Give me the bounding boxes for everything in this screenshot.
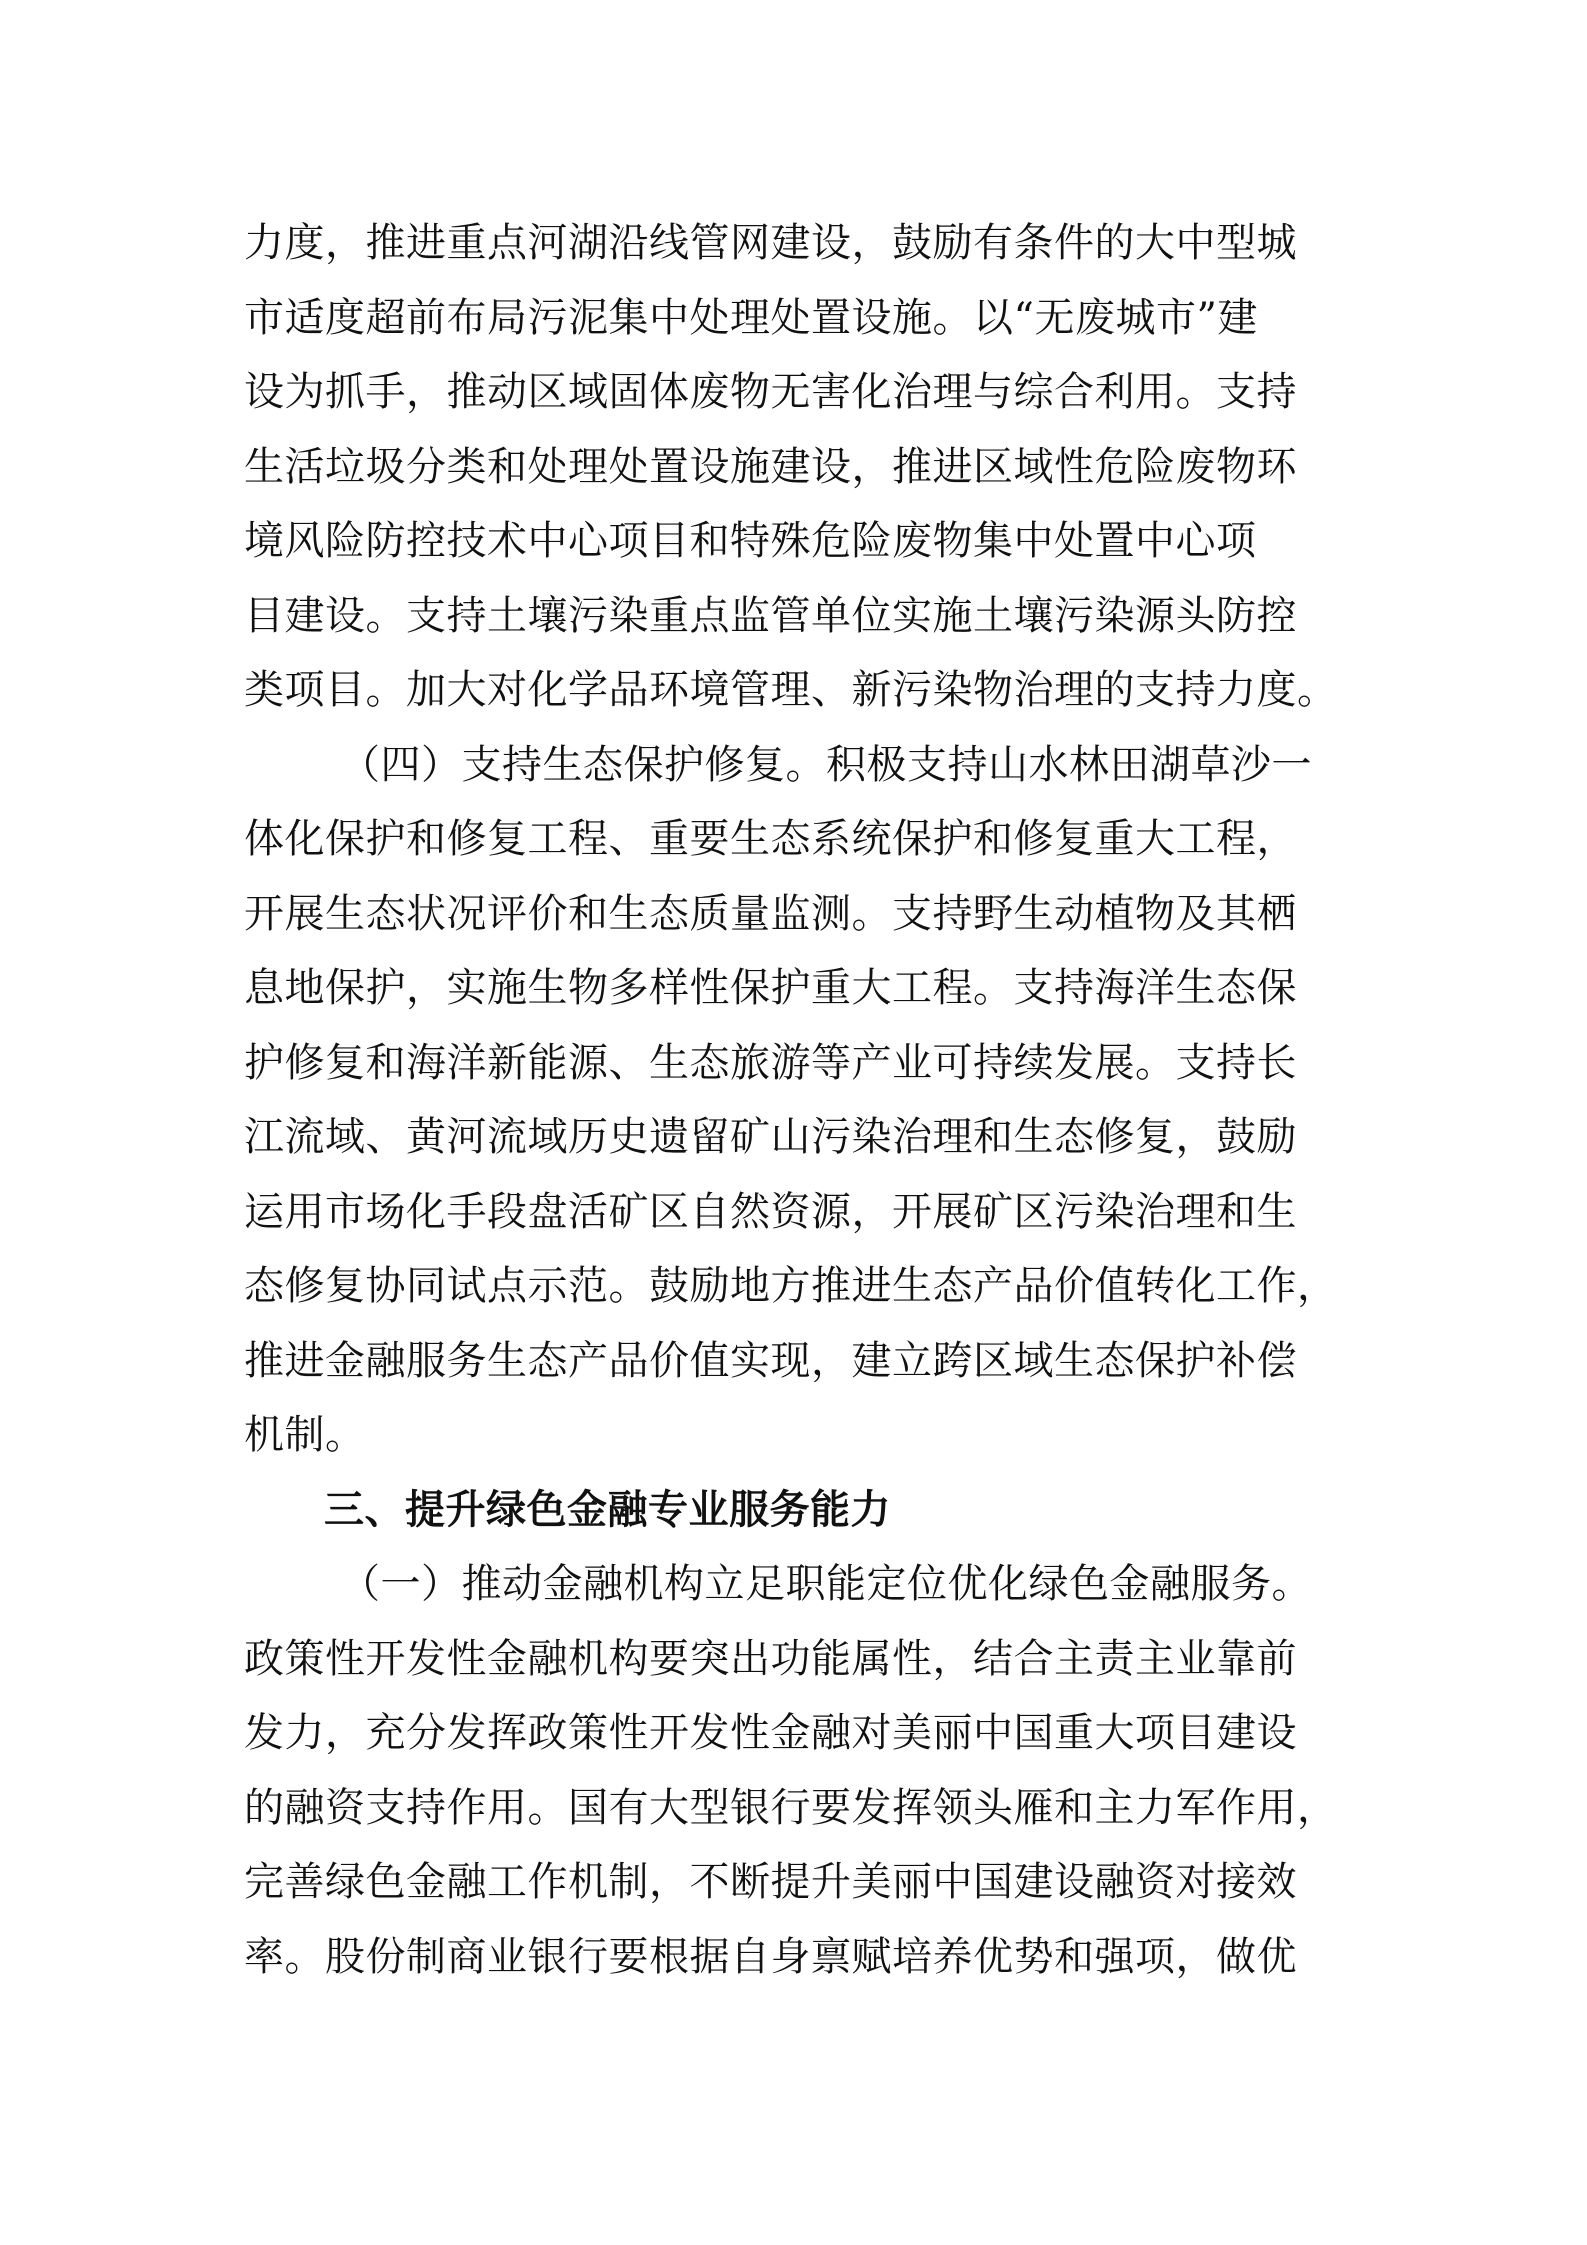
text-line: 类项目。加大对化学品环境管理、新污染物治理的支持力度。 xyxy=(244,667,1338,713)
text-line: 力度，推进重点河湖沿线管网建设，鼓励有条件的大中型城 xyxy=(244,220,1297,266)
text-line: 运用市场化手段盘活矿区自然资源，开展矿区污染治理和生 xyxy=(244,1188,1297,1235)
paragraph-start-line: （四）支持生态保护修复。积极支持山水林田湖草沙一 xyxy=(340,741,1312,788)
text-line: 护修复和海洋新能源、生态旅游等产业可持续发展。支持长 xyxy=(244,1039,1297,1086)
text-line: 江流域、黄河流域历史遗留矿山污染治理和生态修复，鼓励 xyxy=(244,1114,1297,1160)
text-line: 境风险防控技术中心项目和特殊危险废物集中处置中心项 xyxy=(244,518,1257,564)
text-line: 态修复协同试点示范。鼓励地方推进生态产品价值转化工作， xyxy=(244,1263,1338,1309)
text-line: 率。股份制商业银行要根据自身禀赋培养优势和强项，做优 xyxy=(244,1933,1297,1980)
text-line: 市适度超前布局污泥集中处理处置设施。以“无废城市”建 xyxy=(244,294,1258,341)
document-body xyxy=(244,206,1374,1994)
text-line: 的融资支持作用。国有大型银行要发挥领头雁和主力军作用， xyxy=(244,1784,1338,1831)
text-line: 体化保护和修复工程、重要生态系统保护和修复重大工程， xyxy=(244,816,1297,862)
text-line: 开展生态状况评价和生态质量监测。支持野生动植物及其栖 xyxy=(244,890,1297,937)
text-line: 目建设。支持土壤污染重点监管单位实施土壤污染源头防控 xyxy=(244,592,1297,639)
section-heading: 三、提升绿色金融专业服务能力 xyxy=(324,1486,891,1533)
text-line: 完善绿色金融工作机制，不断提升美丽中国建设融资对接效 xyxy=(244,1859,1297,1905)
text-line: 息地保护，实施生物多样性保护重大工程。支持海洋生态保 xyxy=(244,965,1297,1011)
text-line: 推进金融服务生态产品价值实现，建立跨区域生态保护补偿 xyxy=(244,1337,1297,1384)
text-line: 设为抓手，推动区域固体废物无害化治理与综合利用。支持 xyxy=(244,369,1297,415)
paragraph-start-line: （一）推动金融机构立足职能定位优化绿色金融服务。 xyxy=(340,1561,1312,1607)
text-line: 机制。 xyxy=(244,1412,366,1458)
text-line: 政策性开发性金融机构要突出功能属性，结合主责主业靠前 xyxy=(244,1635,1297,1682)
text-line: 生活垃圾分类和处理处置设施建设，推进区域性危险废物环 xyxy=(244,443,1297,490)
text-line: 发力，充分发挥政策性开发性金融对美丽中国重大项目建设 xyxy=(244,1710,1297,1756)
